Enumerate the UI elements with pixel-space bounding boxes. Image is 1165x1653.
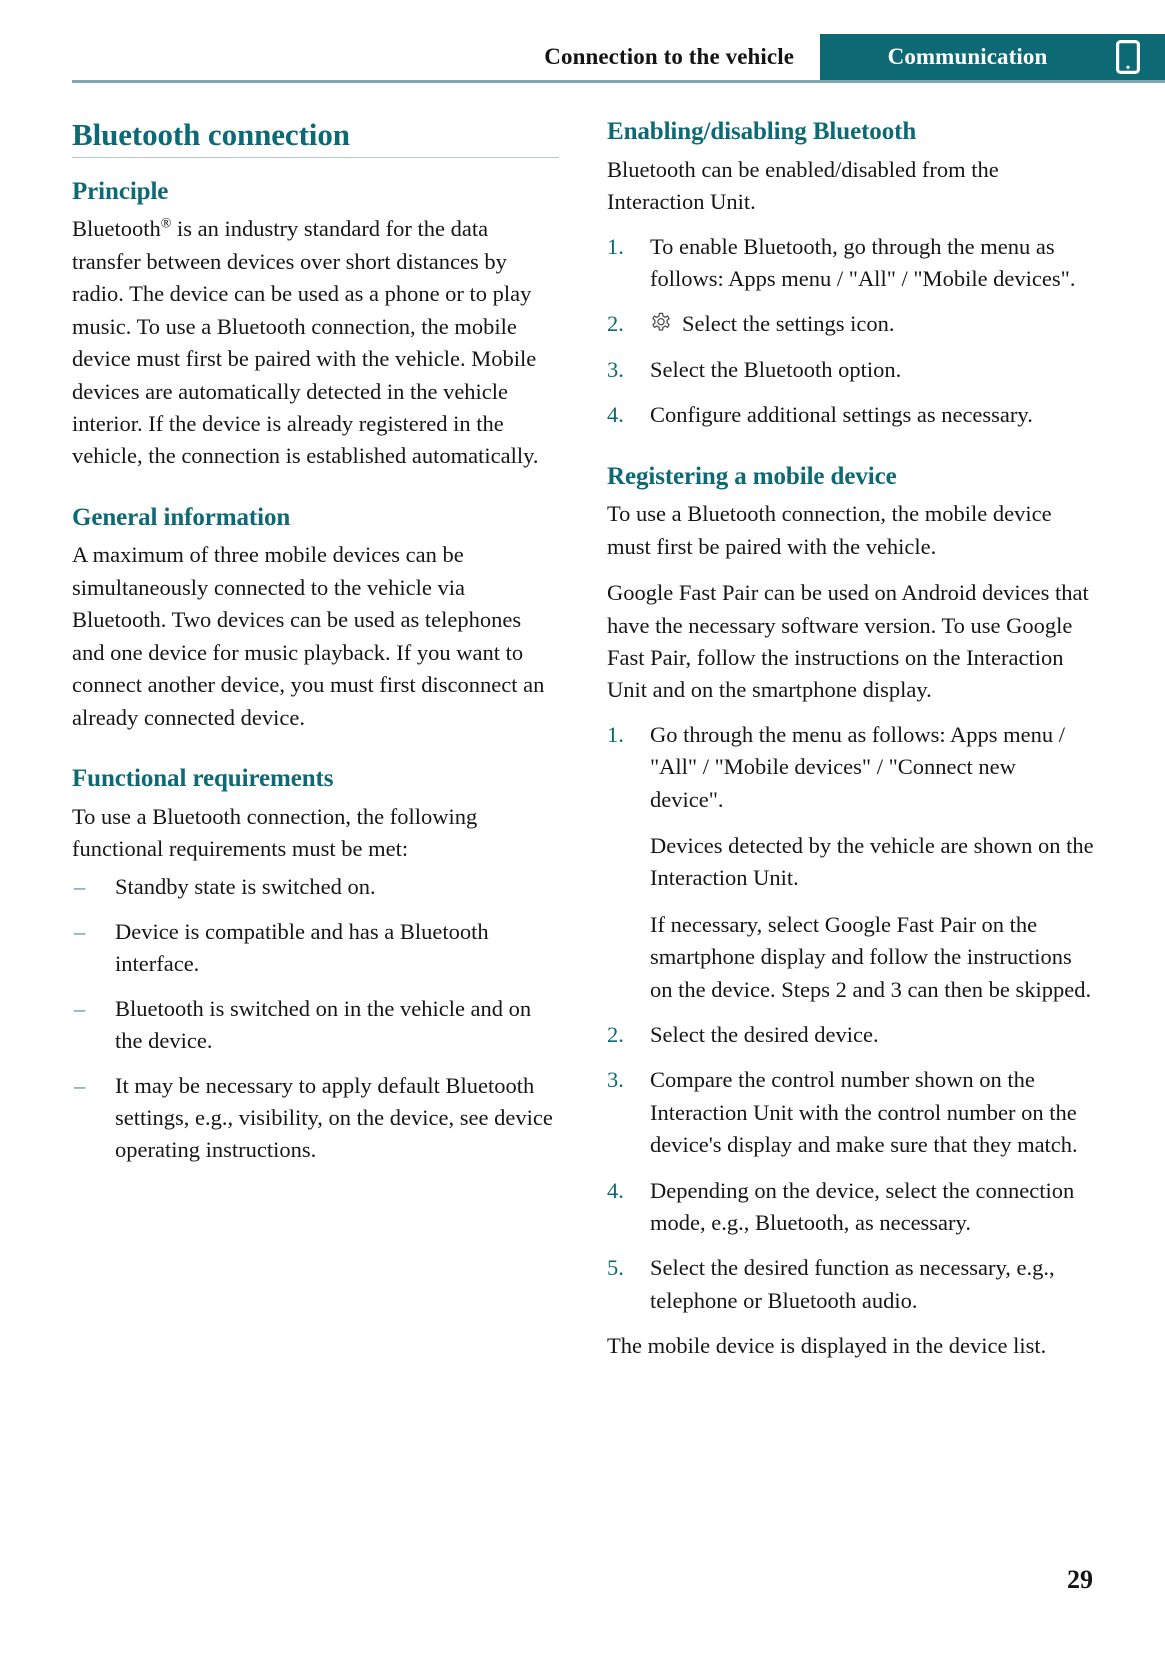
step-number: 4. [607, 1177, 624, 1203]
header-section-title: Communication [887, 44, 1048, 69]
header-left-title: Connection to the vehicle [544, 44, 794, 69]
list-item [72, 916, 559, 981]
dash-bullet-icon: – [74, 1072, 86, 1098]
step-number: 3. [607, 1067, 624, 1093]
page-number: 29 [1067, 1565, 1093, 1594]
dash-bullet-icon: – [74, 874, 86, 900]
list-item [72, 1070, 559, 1167]
list-item [607, 1175, 1094, 1240]
section-heading-registering-mobile-device: Registering a mobile device [607, 462, 897, 490]
principle-paragraph-rest: is an industry standard for the data transfer between devices over short distances by radio. The device can be used as a phone or to play music. To use a Bluetooth connection, the mobile device must first be paired with the vehicle. Mobile devices are automatically detected in the vehicle interior. If the device is already registered in the vehicle, the connection is established automatically. [72, 216, 539, 469]
list-item [607, 231, 1094, 296]
step-text: Select the settings icon. [682, 311, 895, 337]
list-item [607, 399, 1094, 431]
list-item-label: It may be necessary to apply default Bluetooth settings, e.g., visibility, on the device, see device operating instructions. [115, 1072, 553, 1163]
header-divider-rule [72, 80, 1165, 83]
step-text: Go through the menu as follows: Apps menu / "All" / "Mobile devices" / "Connect new device". [650, 721, 1065, 812]
left-column [72, 118, 559, 1377]
step-text: Select the desired function as necessary, e.g., telephone or Bluetooth audio. [650, 1255, 1055, 1313]
registering-paragraph-2: Google Fast Pair can be used on Android devices that have the necessary software version. To use Google Fast Pair, follow the instructions on the Interaction Unit and on the smartphone display. [607, 580, 1089, 703]
smartphone-icon [1113, 40, 1143, 74]
step-text: To enable Bluetooth, go through the menu as follows: Apps menu / "All" / "Mobile devices". [650, 233, 1076, 291]
chapter-title-rule [72, 157, 559, 158]
gear-icon [650, 311, 672, 333]
step-text: Compare the control number shown on the Interaction Unit with the control number on the device's display and make sure that they match. [650, 1067, 1078, 1158]
step-text: Select the desired device. [650, 1022, 879, 1048]
enabling-disabling-steps [607, 231, 1094, 432]
step-text: Depending on the device, select the connection mode, e.g., Bluetooth, as necessary. [650, 1177, 1075, 1236]
header-right-banner [820, 34, 1165, 80]
registered-trademark-mark: ® [160, 216, 172, 232]
page-header [72, 34, 1165, 80]
section-heading-general-information: General information [72, 503, 291, 531]
list-item [72, 871, 559, 903]
list-item [607, 719, 1094, 1006]
registering-steps [607, 719, 1094, 1318]
step-number: 3. [607, 356, 624, 382]
step-number: 4. [607, 402, 624, 428]
list-item [607, 1019, 1094, 1051]
principle-paragraph [72, 213, 559, 472]
chapter-title: Bluetooth connection [72, 117, 350, 152]
step-text: Configure additional settings as necessary. [650, 402, 1033, 428]
list-item [72, 993, 559, 1058]
step-number: 1. [607, 721, 624, 747]
enabling-disabling-paragraph: Bluetooth can be enabled/disabled from the Interaction Unit. [607, 156, 999, 215]
step-number: 2. [607, 311, 624, 337]
dash-bullet-icon: – [74, 995, 86, 1021]
list-item [607, 308, 1094, 340]
step-number: 2. [607, 1022, 624, 1048]
list-item [607, 1064, 1094, 1161]
step-text: Select the Bluetooth option. [650, 356, 902, 382]
registering-closing-paragraph: The mobile device is displayed in the device list. [607, 1333, 1047, 1359]
functional-requirements-list [72, 871, 559, 1166]
principle-paragraph-prefix: Bluetooth [72, 216, 161, 242]
page-body [72, 118, 1093, 1377]
step-sub-paragraph: Devices detected by the vehicle are shown on the Interaction Unit. [650, 833, 1094, 891]
registering-paragraph-1: To use a Bluetooth connection, the mobile device must first be paired with the vehicle. [607, 501, 1052, 559]
section-heading-functional-requirements: Functional requirements [72, 764, 334, 792]
functional-requirements-paragraph: To use a Bluetooth connection, the following functional requirements must be met: [72, 803, 478, 862]
dash-bullet-icon: – [74, 918, 86, 944]
list-item-label: Standby state is switched on. [115, 874, 376, 900]
step-number: 1. [607, 233, 624, 259]
step-sub-paragraph: If necessary, select Google Fast Pair on the smartphone display and follow the instructions on the device. Steps 2 and 3 can then be skipped. [650, 911, 1092, 1002]
right-column [607, 118, 1094, 1377]
step-number: 5. [607, 1255, 624, 1281]
general-information-paragraph: A maximum of three mobile devices can be simultaneously connected to the vehicle via Bluetooth. Two devices can be used as telephones and one device for music playback. If you want to connect another device, you must first disconnect an already connected device. [72, 542, 545, 730]
section-heading-enabling-disabling-bluetooth: Enabling/disabling Bluetooth [607, 118, 917, 145]
list-item-label: Bluetooth is switched on in the vehicle and on the device. [115, 995, 532, 1054]
list-item [607, 354, 1094, 386]
list-item [607, 1252, 1094, 1317]
list-item-label: Device is compatible and has a Bluetooth interface. [115, 918, 489, 977]
section-heading-principle: Principle [72, 177, 169, 205]
